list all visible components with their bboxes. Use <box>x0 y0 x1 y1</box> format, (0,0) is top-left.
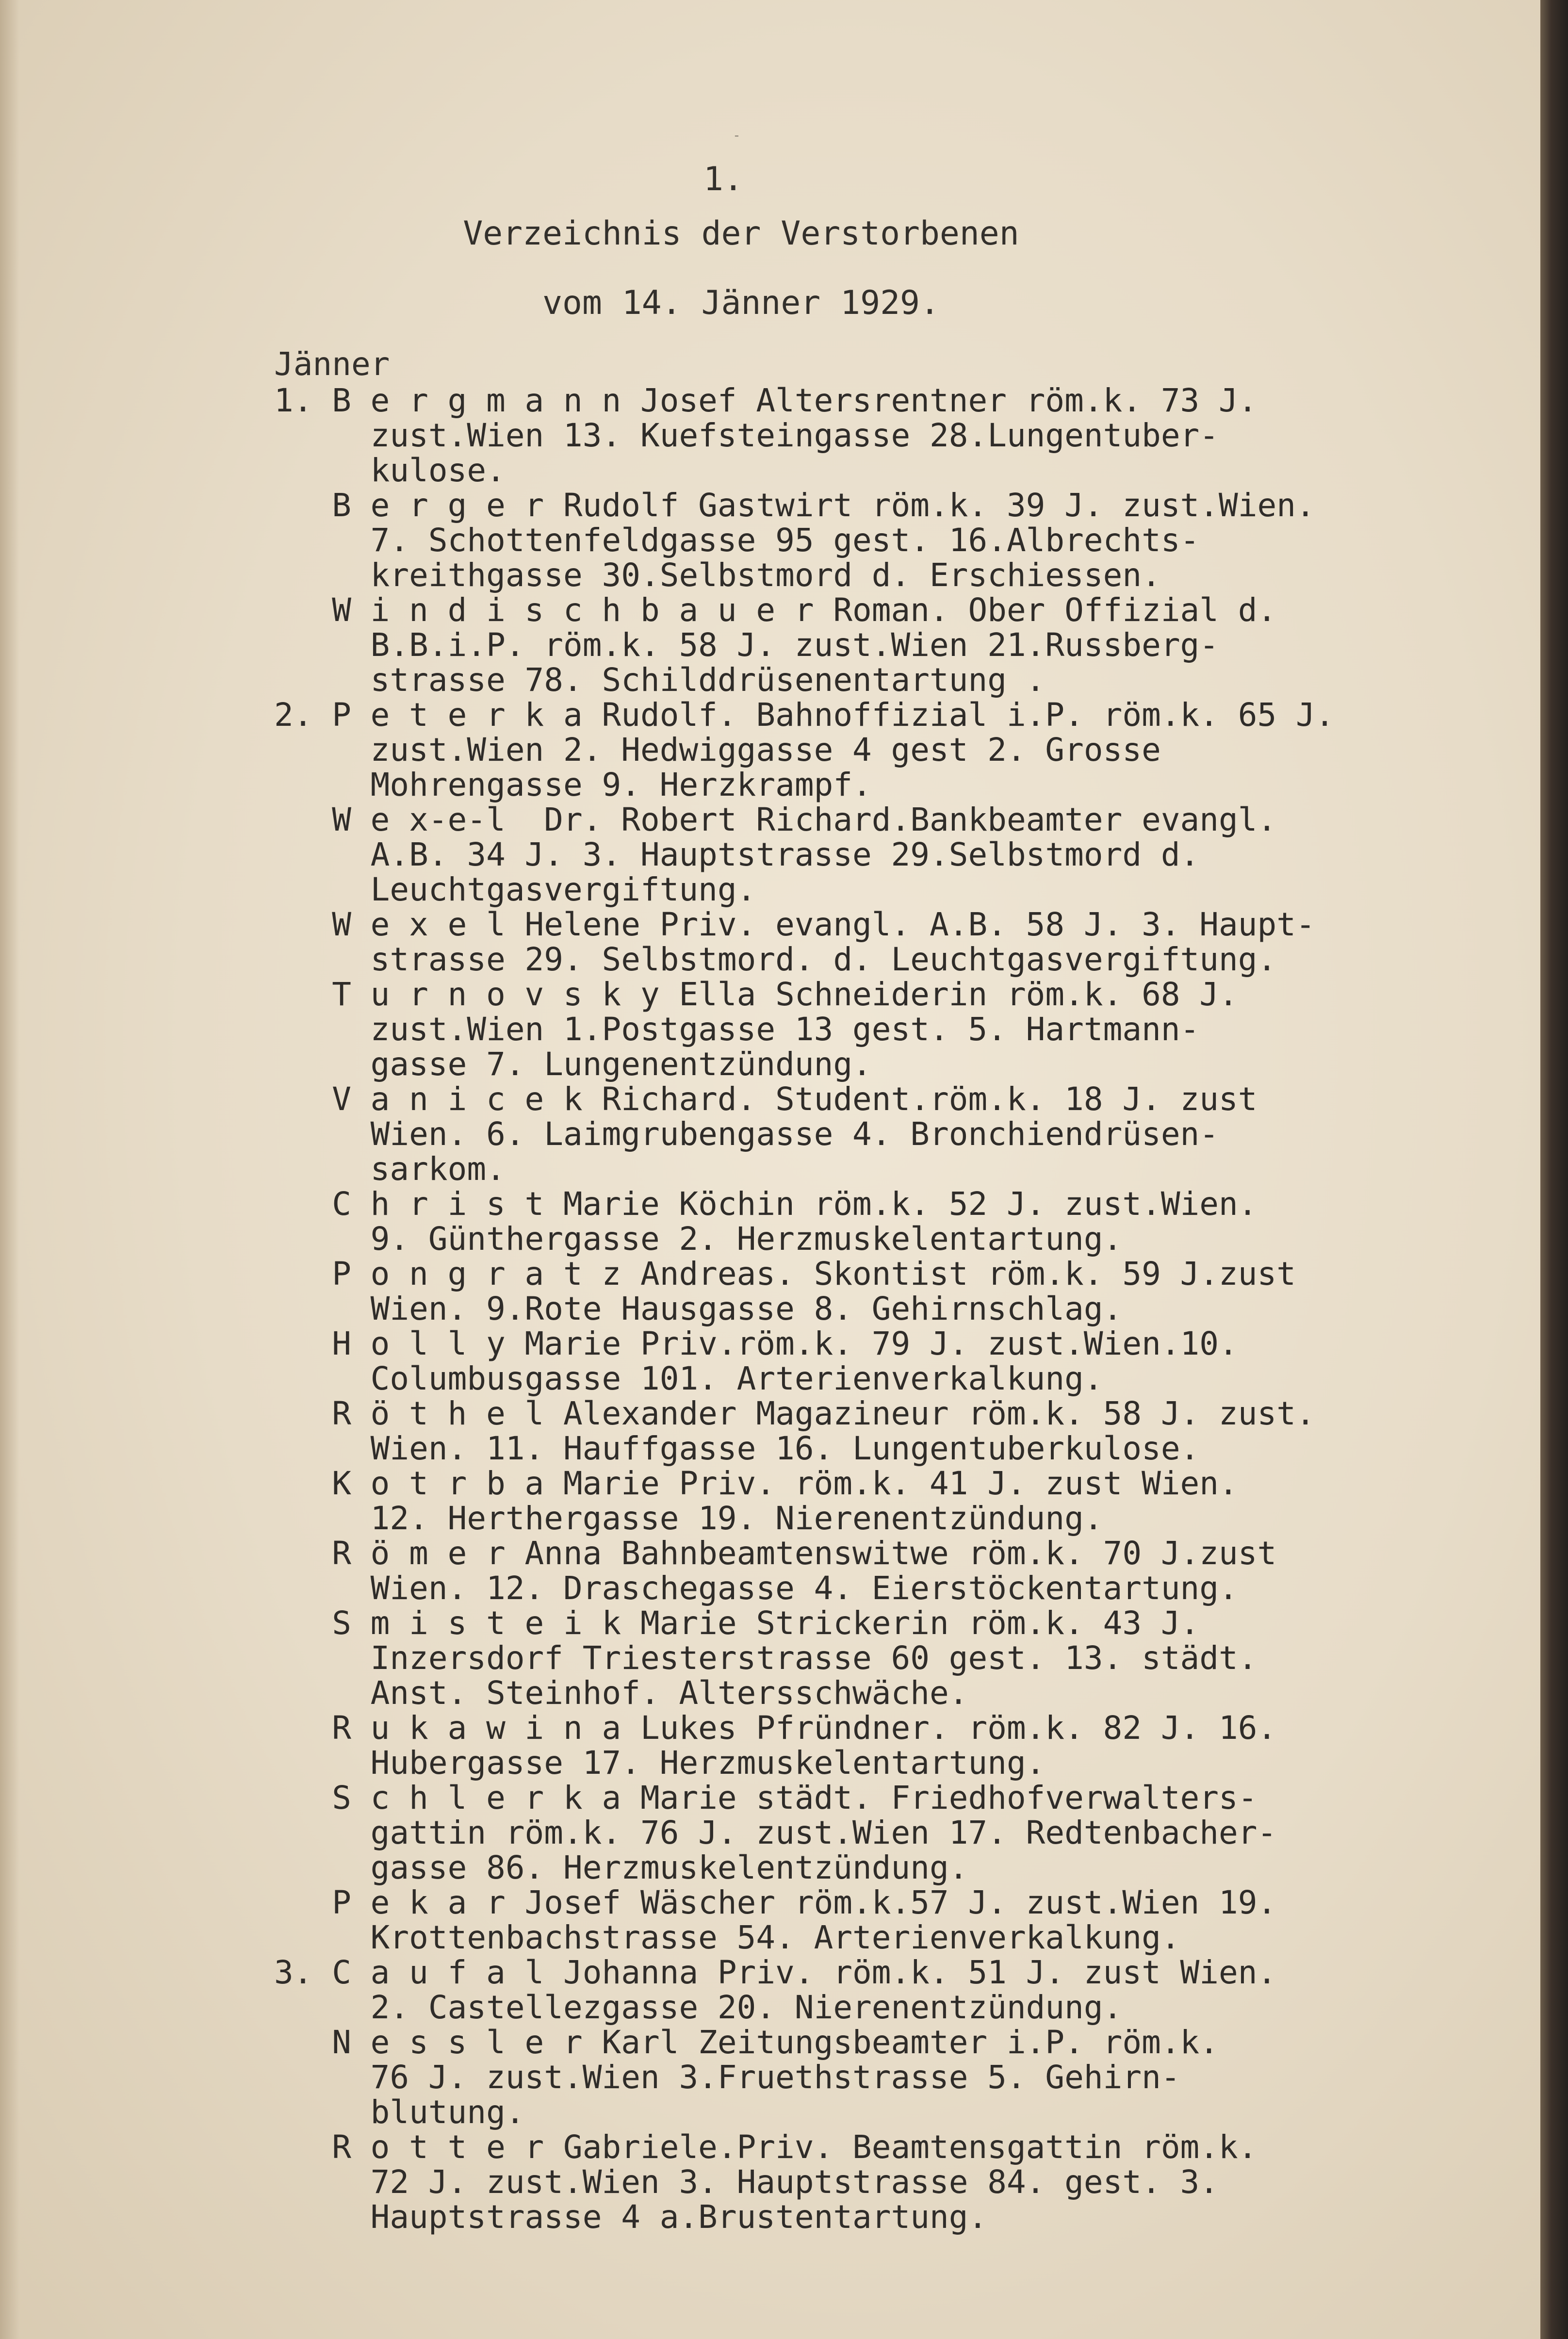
pencil-margin-note <box>16 1316 77 1385</box>
register-line: R u k a w i n a Lukes Pfründner. röm.k. 82 J. 16. <box>274 1711 1277 1746</box>
register-line: Wien. 9.Rote Hausgasse 8. Gehirnschlag. <box>274 1292 1123 1326</box>
register-line: Wien. 12. Draschegasse 4. Eierstöckentartung. <box>274 1571 1238 1606</box>
register-line: W e x e l Helene Priv. evangl. A.B. 58 J. 3. Haupt- <box>274 907 1315 942</box>
register-line: zust.Wien 13. Kuefsteingasse 28.Lungentuber- <box>274 418 1219 453</box>
register-line: gasse 7. Lungenentzündung. <box>274 1047 872 1082</box>
register-line: R ö t h e l Alexander Magazineur röm.k. 58 J. zust. <box>274 1396 1315 1431</box>
register-line: 12. Herthergasse 19. Nierenentzündung. <box>274 1501 1103 1536</box>
book-edge <box>1540 0 1568 2339</box>
register-line: blutung. <box>274 2095 525 2130</box>
register-line: T u r n o v s k y Ella Schneiderin röm.k. 68 J. <box>274 977 1238 1012</box>
register-line: Krottenbachstrasse 54. Arterienverkalkung. <box>274 1920 1180 1955</box>
register-line: N e s s l e r Karl Zeitungsbeamter i.P. röm.k. <box>274 2025 1219 2060</box>
pencil-margin-note <box>42 1200 104 1269</box>
register-line: B.B.i.P. röm.k. 58 J. zust.Wien 21.Russberg- <box>274 628 1219 663</box>
month-heading: Jänner <box>274 345 390 383</box>
document-subtitle: vom 14. Jänner 1929. <box>542 284 940 322</box>
page-number: 1. <box>703 160 743 198</box>
register-line: strasse 29. Selbstmord. d. Leuchtgasvergiftung. <box>274 942 1277 977</box>
header-mark: - <box>733 127 741 143</box>
register-line: H o l l y Marie Priv.röm.k. 79 J. zust.Wien.10. <box>274 1326 1238 1361</box>
register-line: Mohrengasse 9. Herzkrampf. <box>274 768 872 802</box>
register-line: Hubergasse 17. Herzmuskelentartung. <box>274 1746 1045 1781</box>
register-line: C h r i s t Marie Köchin röm.k. 52 J. zust.Wien. <box>274 1187 1258 1222</box>
register-line: sarkom. <box>274 1152 506 1187</box>
register-line: 76 J. zust.Wien 3.Fruethstrasse 5. Gehirn- <box>274 2060 1180 2095</box>
page-spine-shadow <box>0 0 19 2339</box>
register-line: S c h l e r k a Marie städt. Friedhofverwalters- <box>274 1781 1258 1816</box>
register-line: K o t r b a Marie Priv. röm.k. 41 J. zust Wien. <box>274 1466 1238 1501</box>
document-title: Verzeichnis der Verstorbenen <box>463 214 1019 253</box>
register-line: Columbusgasse 101. Arterienverkalkung. <box>274 1361 1103 1396</box>
register-line: zust.Wien 2. Hedwiggasse 4 gest 2. Grosse <box>274 733 1161 768</box>
register-line: 7. Schottenfeldgasse 95 gest. 16.Albrechts- <box>274 523 1200 558</box>
register-line: A.B. 34 J. 3. Hauptstrasse 29.Selbstmord d. <box>274 837 1200 872</box>
register-line: gasse 86. Herzmuskelentzündung. <box>274 1850 968 1885</box>
register-line: 9. Günthergasse 2. Herzmuskelentartung. <box>274 1222 1123 1257</box>
register-line: V a n i c e k Richard. Student.röm.k. 18 J. zust <box>274 1082 1258 1117</box>
register-line: Wien. 6. Laimgrubengasse 4. Bronchiendrüsen- <box>274 1117 1219 1152</box>
register-line: P o n g r a t z Andreas. Skontist röm.k. 59 J.zust <box>274 1257 1296 1292</box>
register-line: W e x-e-l Dr. Robert Richard.Bankbeamter evangl. <box>274 802 1277 837</box>
register-line: 3. C a u f a l Johanna Priv. röm.k. 51 J. zust Wien. <box>274 1955 1277 1990</box>
register-line: S m i s t e i k Marie Strickerin röm.k. 43 J. <box>274 1606 1200 1641</box>
register-line: 2. Castellezgasse 20. Nierenentzündung. <box>274 1990 1123 2025</box>
register-line: Anst. Steinhof. Altersschwäche. <box>274 1676 968 1711</box>
register-line: R o t t e r Gabriele.Priv. Beamtensgattin röm.k. <box>274 2130 1258 2165</box>
register-line: zust.Wien 1.Postgasse 13 gest. 5. Hartmann- <box>274 1012 1200 1047</box>
register-line: 72 J. zust.Wien 3. Hauptstrasse 84. gest. 3. <box>274 2165 1219 2200</box>
register-line: 1. B e r g m a n n Josef Altersrentner röm.k. 73 J. <box>274 383 1258 418</box>
register-line: kulose. <box>274 453 506 488</box>
register-line: gattin röm.k. 76 J. zust.Wien 17. Redtenbacher- <box>274 1816 1277 1850</box>
register-line: W i n d i s c h b a u e r Roman. Ober Offizial d. <box>274 593 1277 628</box>
register-line: strasse 78. Schilddrüsenentartung . <box>274 663 1045 698</box>
register-line: Wien. 11. Hauffgasse 16. Lungentuberkulose. <box>274 1431 1200 1466</box>
register-line: Leuchtgasvergiftung. <box>274 872 756 907</box>
register-line: Hauptstrasse 4 a.Brustentartung. <box>274 2200 988 2235</box>
register-line: B e r g e r Rudolf Gastwirt röm.k. 39 J. zust.Wien. <box>274 488 1315 523</box>
register-line: P e k a r Josef Wäscher röm.k.57 J. zust.Wien 19. <box>274 1885 1277 1920</box>
register-line: 2. P e t e r k a Rudolf. Bahnoffizial i.P. röm.k. 65 J. <box>274 698 1335 733</box>
register-line: R ö m e r Anna Bahnbeamtenswitwe röm.k. 70 J.zust <box>274 1536 1277 1571</box>
register-line: Inzersdorf Triesterstrasse 60 gest. 13. städt. <box>274 1641 1258 1676</box>
register-line: kreithgasse 30.Selbstmord d. Erschiessen. <box>274 558 1161 593</box>
